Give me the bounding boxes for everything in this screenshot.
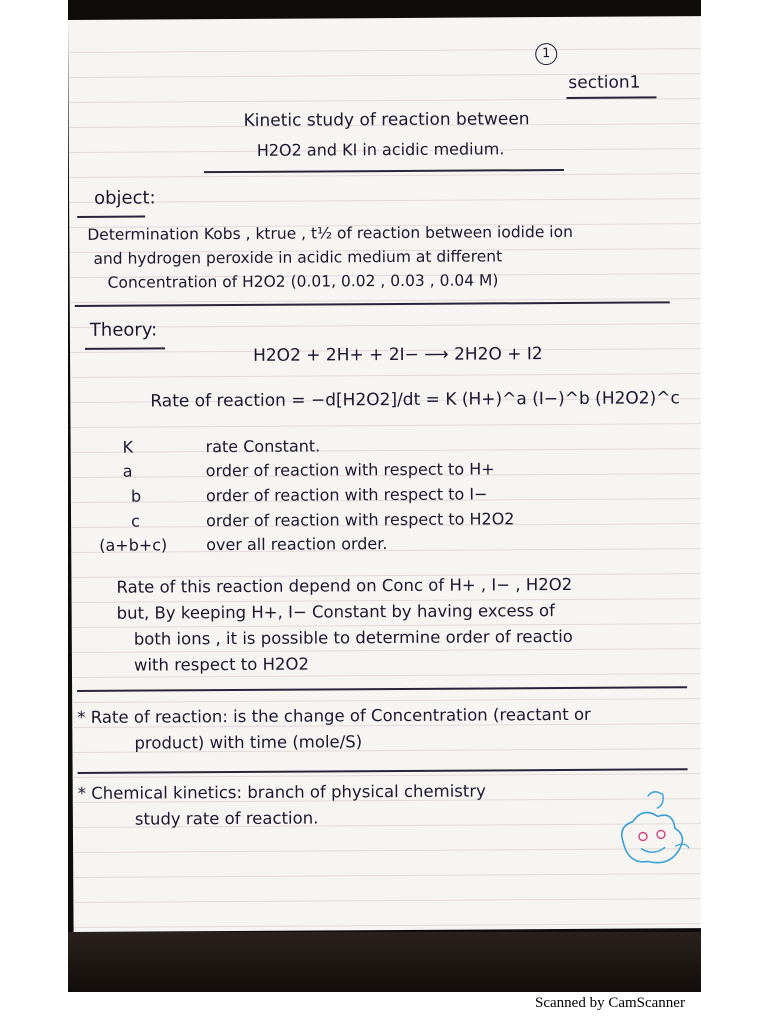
note-rate-line-1: * Rate of reaction: is the change of Concentration (reactant or: [77, 704, 591, 727]
scan-bottom-edge: [68, 932, 701, 992]
divider-1: [75, 301, 670, 307]
def-symbol-abc: (a+b+c): [99, 535, 168, 555]
rate-law: Rate of reaction = −d[H2O2]/dt = K (H+)^a (I−)^b (H2O2)^c: [150, 388, 680, 412]
def-meaning-a: order of reaction with respect to H+: [205, 459, 495, 481]
scanned-page: [68, 0, 701, 992]
def-symbol-b: b: [130, 486, 142, 506]
note-rate-line-2: product) with time (mole/S): [134, 732, 363, 753]
def-symbol-c: c: [131, 511, 140, 531]
title-line-2: H2O2 and KI in acidic medium.: [256, 139, 505, 160]
page-number: 1: [535, 43, 557, 65]
object-line-1: Determination Kobs , ktrue , t½ of reaction between iodide ion: [87, 222, 573, 244]
section-label: section1: [568, 72, 641, 93]
object-heading: object:: [94, 187, 156, 209]
def-meaning-abc: over all reaction order.: [206, 534, 388, 555]
object-line-3: Concentration of H2O2 (0.01, 0.02 , 0.03 , 0.04 M): [107, 271, 499, 292]
scanner-watermark: Scanned by CamScanner: [535, 995, 685, 1011]
object-underline: [77, 216, 145, 218]
object-line-2: and hydrogen peroxide in acidic medium at different: [93, 247, 503, 268]
reaction-equation: H2O2 + 2H+ + 2I− ⟶ 2H2O + I2: [252, 344, 543, 366]
divider-2: [77, 686, 687, 692]
theory-paragraph-line-3: both ions , it is possible to determine order of reactio: [133, 626, 573, 649]
title-line-1: Kinetic study of reaction between: [243, 109, 530, 131]
title-underline: [204, 169, 564, 173]
note-kinetics-line-2: study rate of reaction.: [134, 808, 319, 829]
notebook-sheet: [68, 16, 701, 932]
theory-paragraph-line-4: with respect to H2O2: [133, 654, 310, 675]
theory-underline: [85, 347, 165, 349]
theory-paragraph-line-2: but, By keeping H+, I− Constant by having excess of: [116, 601, 555, 623]
note-kinetics-line-1: * Chemical kinetics: branch of physical chemistry: [77, 781, 486, 803]
def-meaning-c: order of reaction with respect to H2O2: [206, 509, 515, 531]
section-underline: [566, 96, 656, 99]
def-symbol-a: a: [122, 461, 133, 481]
cartoon-doodle: [613, 786, 694, 876]
def-symbol-k: K: [122, 437, 134, 457]
theory-paragraph-line-1: Rate of this reaction depend on Conc of H+ , I− , H2O2: [116, 574, 573, 597]
def-meaning-k: rate Constant.: [205, 436, 321, 457]
def-meaning-b: order of reaction with respect to I−: [205, 484, 488, 506]
divider-3: [78, 768, 688, 774]
theory-heading: Theory:: [89, 319, 158, 341]
